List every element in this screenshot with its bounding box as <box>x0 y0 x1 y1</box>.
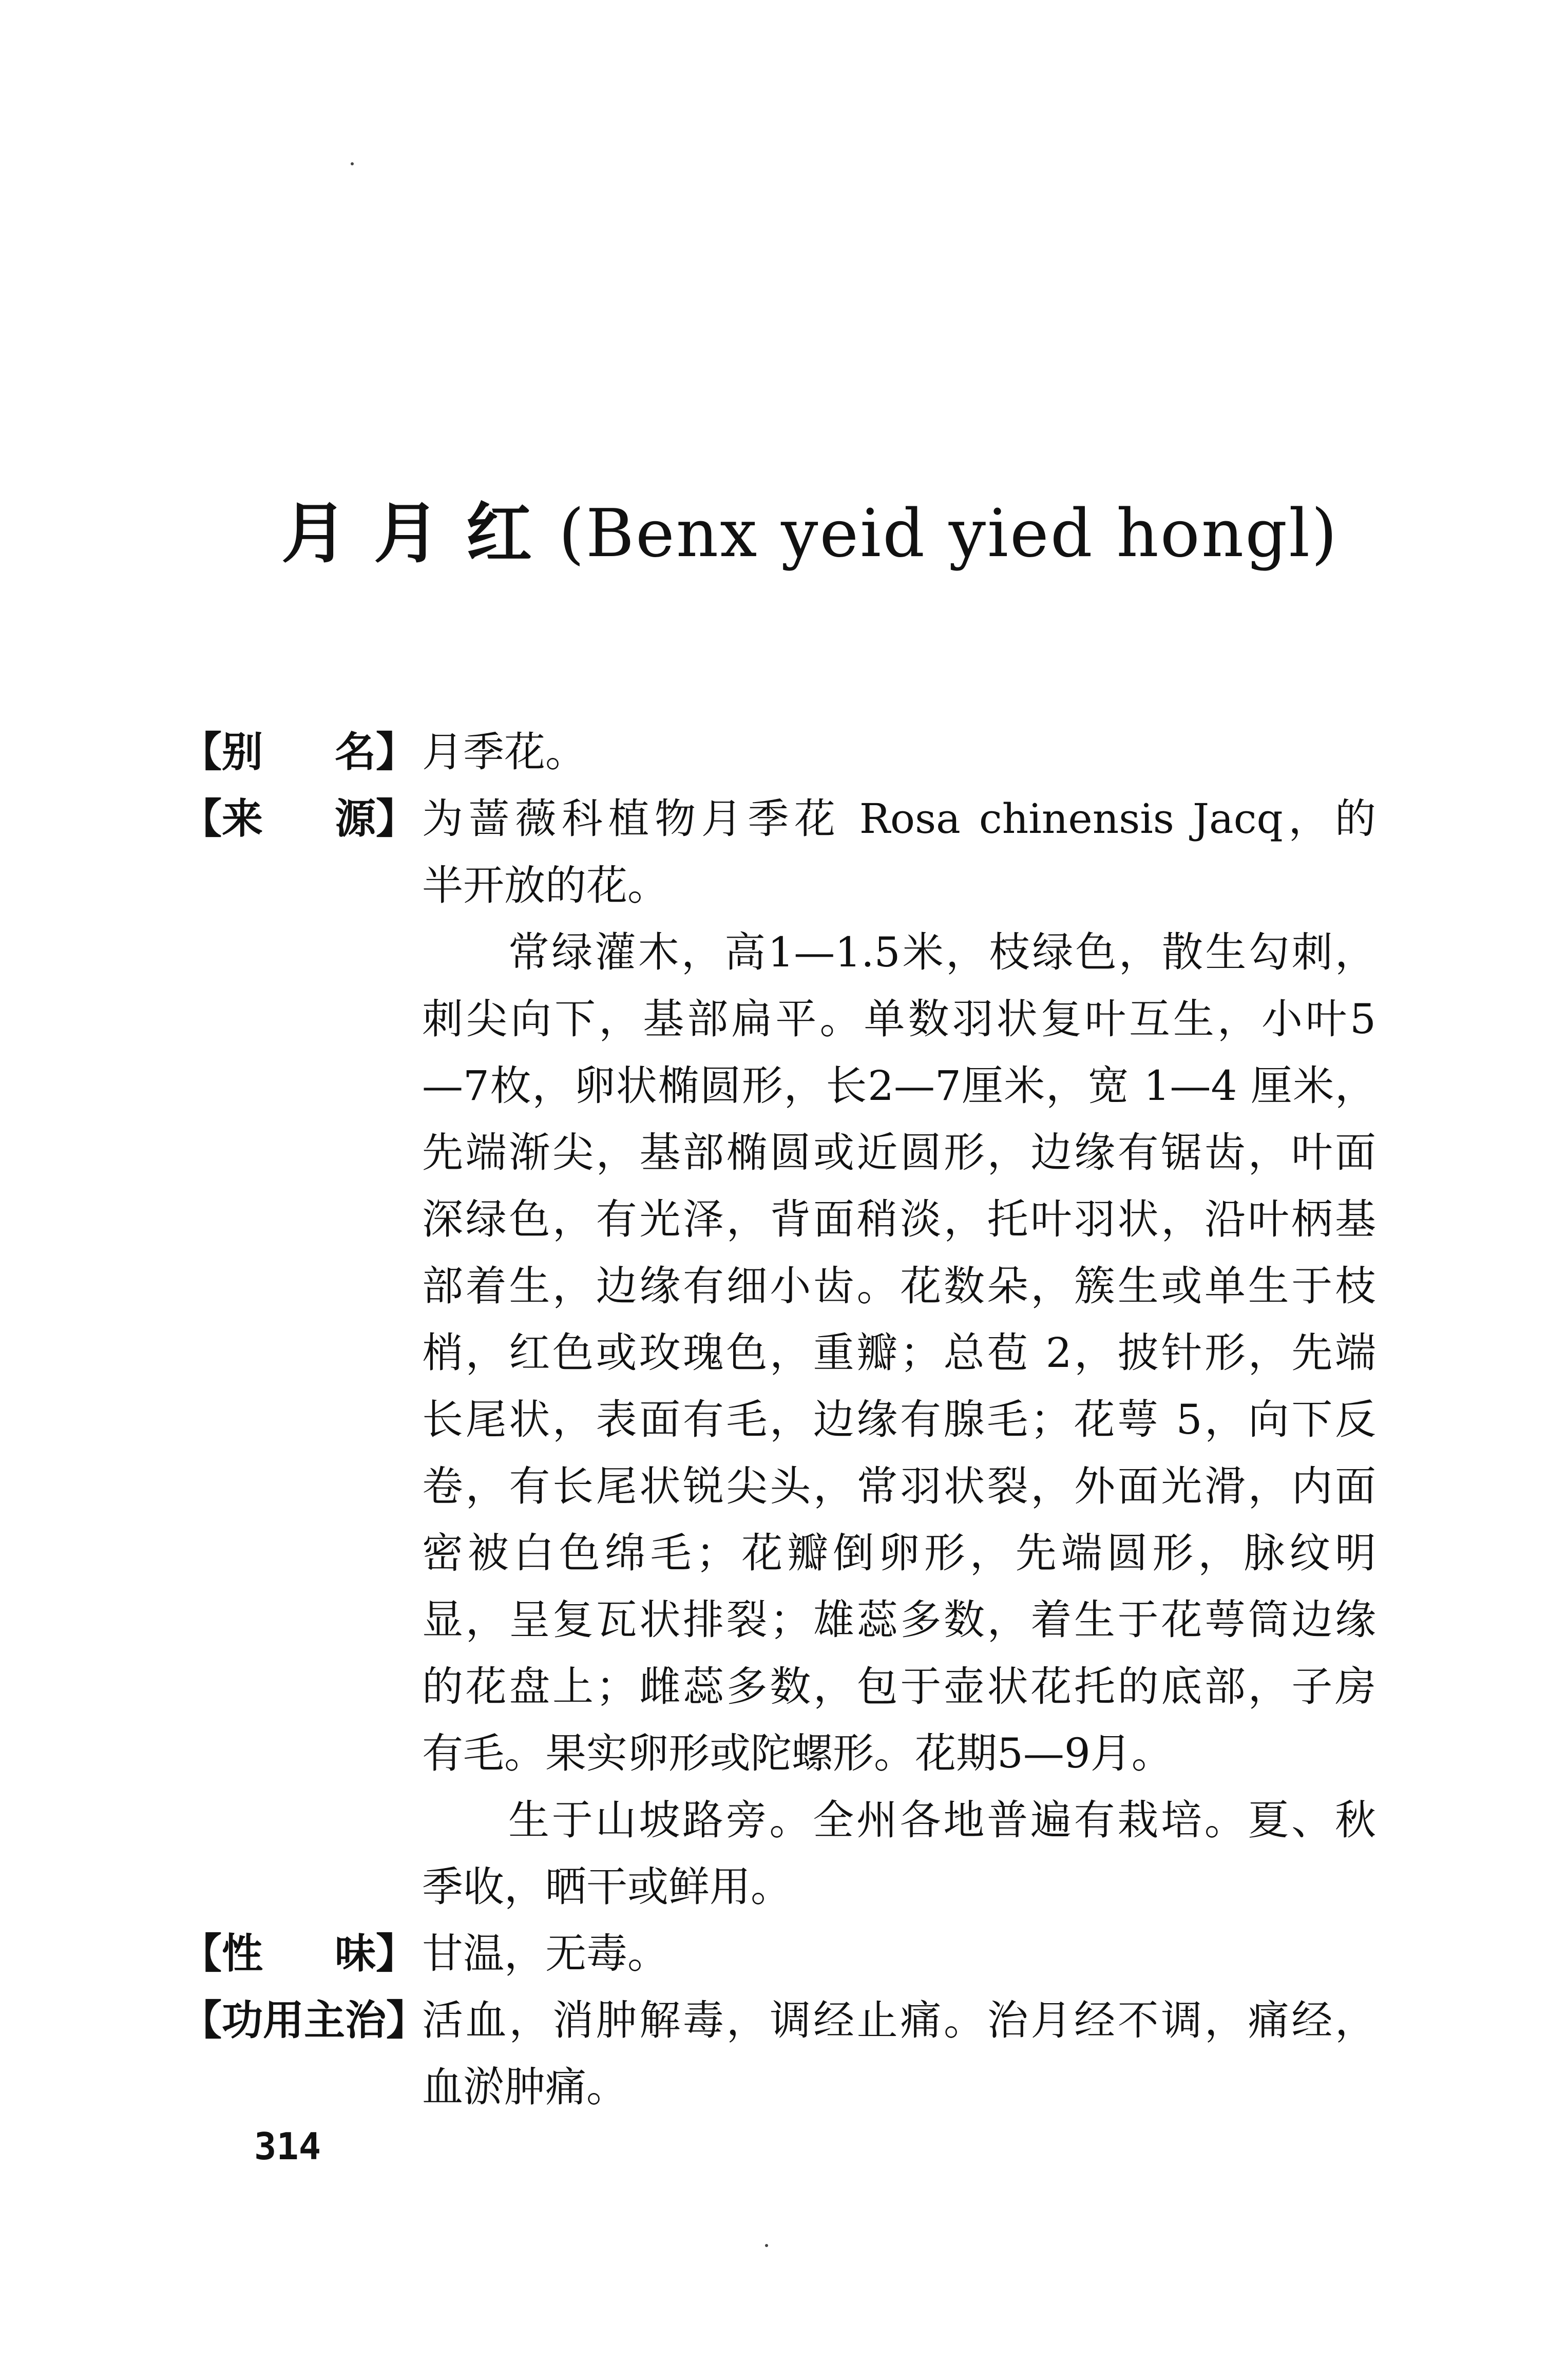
description-line: 部着生，边缘有细小齿。花数朵，簇生或单生于枝 <box>422 1262 1376 1310</box>
source-line: 半开放的花。 <box>422 862 668 909</box>
habitat-line: 生于山坡路旁。全州各地普遍有栽培。夏、秋 <box>508 1796 1376 1844</box>
nature-label-end: 味】 <box>335 1930 417 1977</box>
nature-label-start: 【性 <box>181 1930 263 1977</box>
description-line: 刺尖向下，基部扁平。单数羽状复叶互生，小叶5 <box>422 995 1376 1043</box>
description-line: —7枚，卵状椭圆形，长2—7厘米，宽 1—4 厘米， <box>422 1062 1376 1110</box>
scan-speck <box>765 2244 768 2247</box>
description-line: 长尾状，表面有毛，边缘有腺毛；花萼 5，向下反 <box>422 1396 1376 1443</box>
description-line: 密被白色绵毛；花瓣倒卵形，先端圆形，脉纹明 <box>422 1529 1376 1577</box>
description-line: 有毛。果实卵形或陀螺形。花期5—9月。 <box>422 1729 1173 1777</box>
alias-label-end: 名】 <box>335 728 417 776</box>
source-label-end: 源】 <box>335 795 417 843</box>
nature-text: 甘温，无毒。 <box>422 1930 668 1977</box>
scan-speck <box>351 162 354 165</box>
description-line: 显，呈复瓦状排裂；雄蕊多数，着生于花萼筒边缘 <box>422 1596 1376 1644</box>
title-chinese: 月月红 <box>281 496 559 572</box>
function-label: 【功用主治】 <box>181 1996 427 2044</box>
description-line: 卷，有长尾状锐尖头，常羽状裂，外面光滑，内面 <box>422 1462 1376 1510</box>
alias-label-start: 【别 <box>181 728 263 776</box>
source-line: 为蔷薇科植物月季花 Rosa chinensis Jacq，的 <box>422 795 1376 843</box>
description-line: 先端渐尖，基部椭圆或近圆形，边缘有锯齿，叶面 <box>422 1129 1376 1176</box>
description-line: 深绿色，有光泽，背面稍淡，托叶羽状，沿叶柄基 <box>422 1195 1376 1243</box>
source-label-start: 【来 <box>181 795 263 843</box>
page-number: 314 <box>254 2125 321 2168</box>
title-pinyin: (Benx yeid yied hongl) <box>559 496 1339 572</box>
habitat-line: 季收，晒干或鲜用。 <box>422 1863 792 1911</box>
page-title <box>281 483 1338 585</box>
function-line: 血淤肿痛。 <box>422 2063 627 2111</box>
description-line: 常绿灌木，高1—1.5米，枝绿色，散生勾刺， <box>508 928 1376 976</box>
alias-text: 月季花。 <box>422 728 586 776</box>
description-line: 的花盘上；雌蕊多数，包于壶状花托的底部，子房 <box>422 1663 1376 1710</box>
description-line: 梢，红色或玫瑰色，重瓣；总苞 2，披针形，先端 <box>422 1329 1376 1377</box>
function-line: 活血，消肿解毒，调经止痛。治月经不调，痛经， <box>422 1996 1376 2044</box>
